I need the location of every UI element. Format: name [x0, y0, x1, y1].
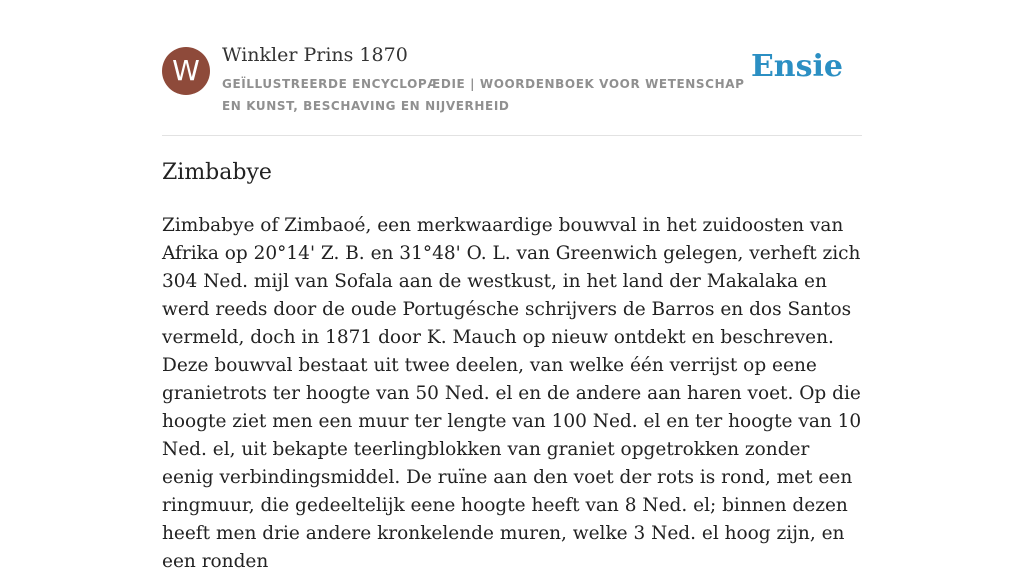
source-avatar[interactable]: W [162, 47, 210, 95]
source-title[interactable]: Winkler Prins 1870 [222, 44, 408, 66]
entry-title: Zimbabye [162, 160, 272, 185]
brand-logo[interactable]: Ensie [750, 49, 843, 84]
source-header [162, 43, 862, 135]
entry-body: Zimbabye of Zimbaoé, een merkwaardige bouwval in het zuidoosten van Afrika op 20°14' Z. B. en 31°48' O. L. van Greenwich gelegen, verheft zich 304 Ned. mijl van Sofala aan de westkust, in het land der Makalaka en werd reeds door de oude Portugésche schrijvers de Barros en dos Santos vermeld, doch in 1871 door K. Mauch op nieuw ontdekt en beschreven. Deze bouwval bestaat uit twee deelen, van welke één verrijst op eene granietrots ter hoogte van 50 Ned. el en de andere aan haren voet. Op die hoogte ziet men een muur ter lengte van 100 Ned. el en ter hoogte van 10 Ned. el, uit bekapte teerlingblokken van graniet opgetrokken zonder eenig verbindingsmiddel. De ruïne aan den voet der rots is rond, met een ringmuur, die gedeeltelijk eene hoogte heeft van 8 Ned. el; binnen dezen heeft men drie andere kronkelende muren, welke 3 Ned. el hoog zijn, en een ronden [162, 215, 862, 572]
header-divider [162, 135, 862, 136]
source-subtitle: GEÏLLUSTREERDE ENCYCLOPÆDIE | WOORDENBOEK VOOR WETENSCHAP EN KUNST, BESCHAVING EN NIJVERHEID [222, 77, 745, 113]
